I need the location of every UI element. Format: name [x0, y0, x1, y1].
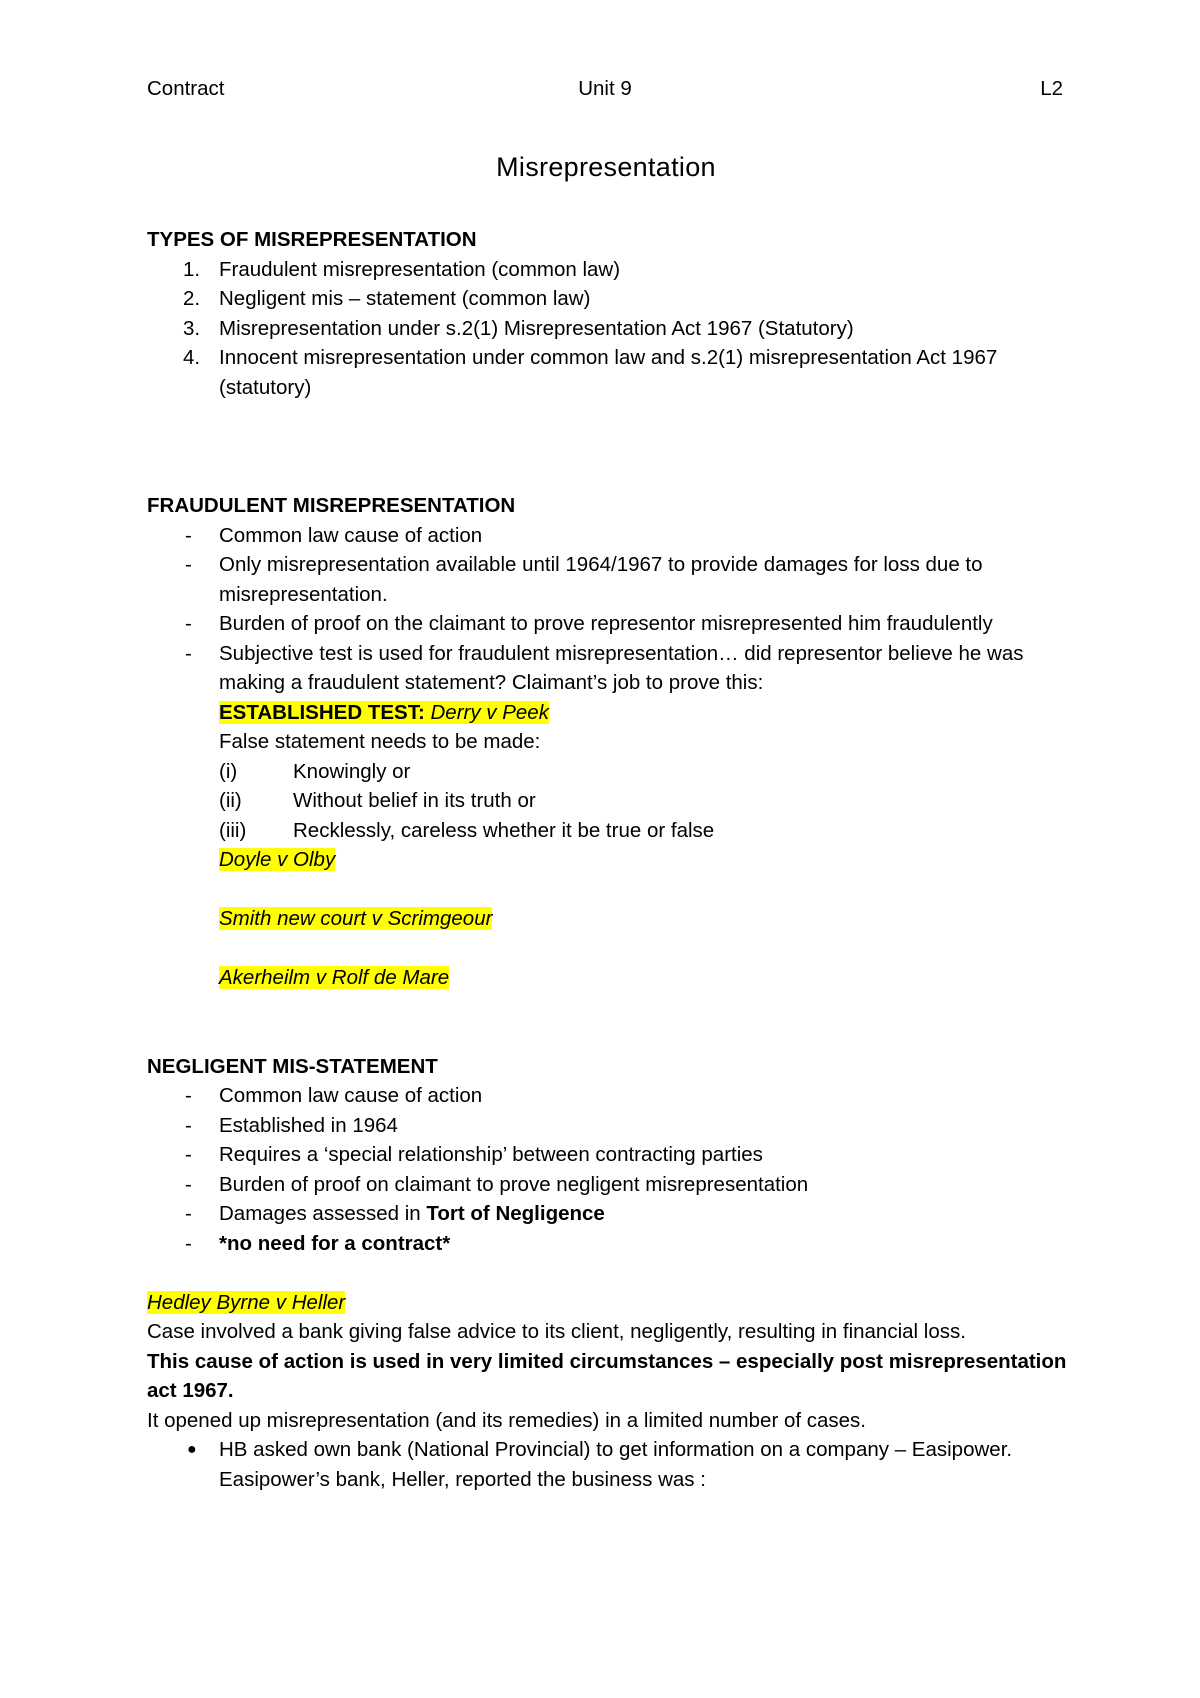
page-title: Misrepresentation — [496, 152, 716, 182]
hedley-note: This cause of action is used in very limited circumstances – especially post misrepresentation act 1967. — [147, 1349, 1067, 1402]
case-doyle-v-olby: Doyle v Olby — [219, 848, 336, 871]
header-level: L2 — [1040, 77, 1063, 100]
list-item: 4. Innocent misrepresentation under common law and s.2(1) misrepresentation Act 1967 (statutory) — [183, 346, 998, 399]
hedley-bullets — [147, 1435, 1077, 1494]
list-item: - Subjective test is used for fraudulent misrepresentation… did representor believe he was making a fraudulent statement? Claimant’s job to prove this: ESTABLISHED TEST: Derry v Peek False statement needs to be made: (i) Knowingly or (ii) Without belief in its truth or (iii) Recklessly, careless whether it be true or false Doyle v Olby Smith new court v Scrimgeour Akerheilm v Rolf de Mare — [147, 639, 1077, 993]
list-item: - Burden of proof on the claimant to prove representor misrepresented him fraudulently — [185, 612, 993, 635]
document-body — [147, 225, 1077, 1494]
page-header — [0, 74, 1200, 104]
fraudulent-heading: FRAUDULENT MISREPRESENTATION — [147, 494, 516, 517]
list-item: - *no need for a contract* — [185, 1231, 451, 1255]
list-item: - Damages assessed in Tort of Negligence — [185, 1202, 605, 1225]
case-hedley-byrne: Hedley Byrne v Heller — [147, 1290, 346, 1314]
list-item: 2. Negligent mis – statement (common law) — [183, 287, 591, 310]
negligent-list — [147, 1081, 1077, 1258]
list-item: - Established in 1964 — [185, 1113, 398, 1137]
established-test-label: ESTABLISHED TEST: — [219, 700, 425, 724]
fraudulent-list — [147, 521, 1077, 993]
header-subject: Contract — [147, 77, 225, 100]
list-item: - Burden of proof on claimant to prove negligent misrepresentation — [185, 1172, 809, 1196]
established-test — [219, 698, 1077, 728]
case-derry-v-peek: Derry v Peek — [430, 700, 549, 724]
list-item: - Only misrepresentation available until 1964/1967 to provide damages for loss due to misrepresentation. — [185, 553, 983, 606]
list-item: - Common law cause of action — [185, 523, 483, 547]
types-list — [147, 255, 1077, 403]
hedley-opened: It opened up misrepresentation (and its remedies) in a limited number of cases. — [147, 1408, 867, 1432]
list-item: - Common law cause of action — [185, 1084, 483, 1107]
false-statement-text: False statement needs to be made: — [219, 730, 541, 753]
types-heading: TYPES OF MISREPRESENTATION — [147, 228, 477, 251]
list-item: ● HB asked own bank (National Provincial) to get information on a company – Easipower. Easipower’s bank, Heller, reported the business was : — [187, 1438, 1013, 1491]
list-item: 3. Misrepresentation under s.2(1) Misrepresentation Act 1967 (Statutory) — [183, 316, 854, 340]
header-unit: Unit 9 — [578, 77, 632, 100]
case-smith-new-court: Smith new court v Scrimgeour — [219, 907, 493, 930]
roman-item: (ii) Without belief in its truth or — [219, 789, 536, 812]
case-akerheilm: Akerheilm v Rolf de Mare — [219, 966, 450, 989]
list-item: - Requires a ‘special relationship’ between contracting parties — [185, 1143, 763, 1166]
negligent-heading: NEGLIGENT MIS-STATEMENT — [147, 1054, 438, 1078]
roman-item: (iii) Recklessly, careless whether it be true or false — [219, 818, 715, 842]
roman-item: (i) Knowingly or — [219, 759, 411, 783]
list-item: 1. Fraudulent misrepresentation (common law) — [183, 257, 621, 281]
hedley-description: Case involved a bank giving false advice to its client, negligently, resulting in financial loss. — [147, 1320, 966, 1343]
